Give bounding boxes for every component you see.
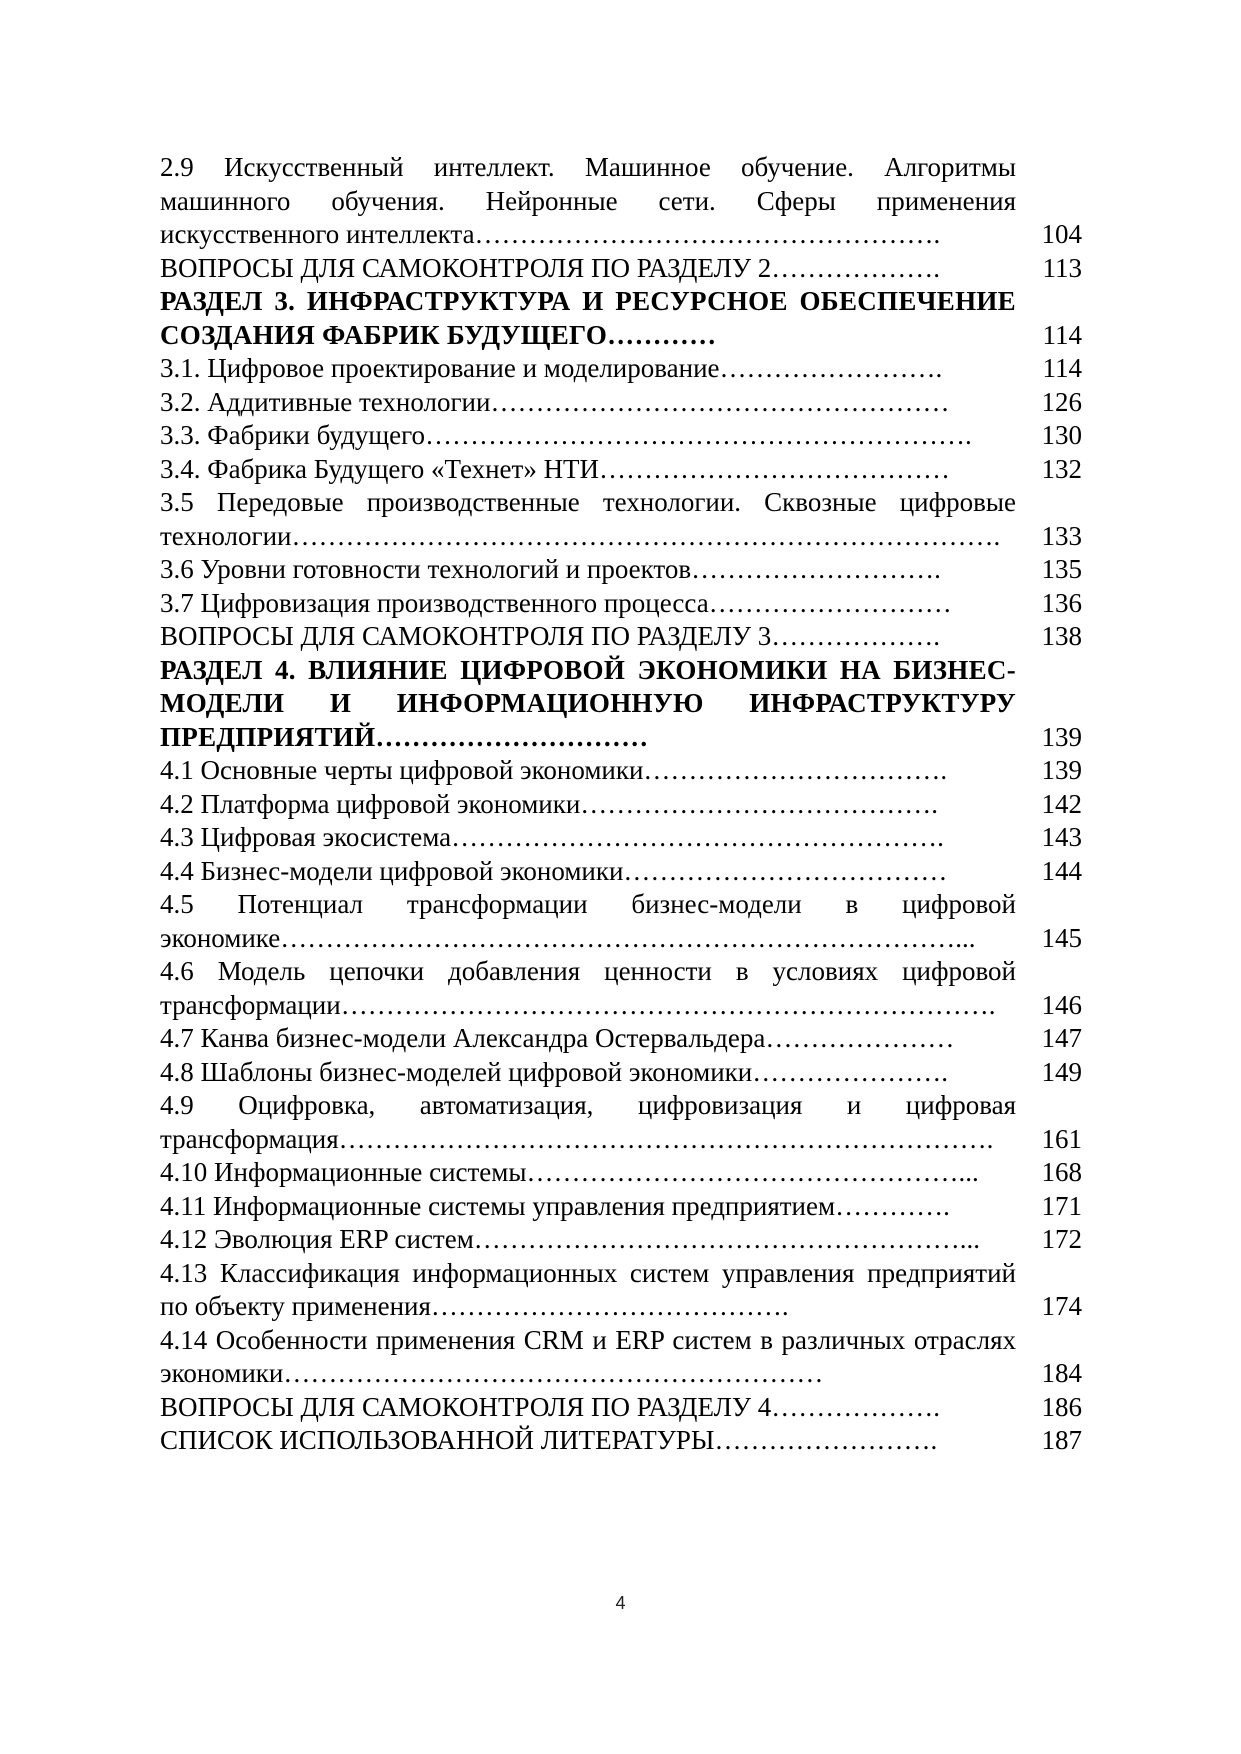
toc-entry-page: 161 <box>1041 1123 1082 1154</box>
toc-entry-title: 3.3. Фабрики будущего……………………………………………………. <box>160 420 972 450</box>
toc-entry-title: 4.9 Оцифровка, автоматизация, цифровизация и цифровая трансформация………………………………………………………………. <box>160 1090 1016 1154</box>
toc-entry-page: 146 <box>1041 989 1082 1020</box>
toc-entry-4-4 <box>160 855 1090 889</box>
toc-entry-page: 184 <box>1041 1358 1082 1388</box>
toc-entry-3-6 <box>160 553 1090 587</box>
toc-entry-title: 4.13 Классификация информационных систем управления предприятий по объекту применения…………………………………. <box>160 1257 1016 1321</box>
toc-entry-4-10 <box>160 1156 1090 1190</box>
toc-entry-4-12 <box>160 1223 1090 1257</box>
toc-entry-page: 132 <box>1041 453 1082 484</box>
toc-entry-page: 130 <box>1041 420 1082 450</box>
toc-entry-page: 168 <box>1041 1157 1082 1187</box>
toc-entry-title: 4.11 Информационные системы управления предприятием…………. <box>160 1190 950 1221</box>
toc-entry-title: 4.8 Шаблоны бизнес-моделей цифровой экономики…………………. <box>160 1056 948 1087</box>
table-of-contents <box>160 151 1090 1458</box>
toc-entry-page: 149 <box>1041 1056 1082 1087</box>
toc-entry-questions-2 <box>160 252 1090 286</box>
toc-entry-title: 4.12 Эволюция ERP систем………………………………………………... <box>160 1224 981 1254</box>
toc-entry-title: 3.6 Уровни готовности технологий и проектов………………………. <box>160 554 941 584</box>
toc-entry-4-5 <box>160 888 1090 955</box>
toc-entry-page: 145 <box>1041 922 1082 953</box>
toc-entry-title: 4.10 Информационные системы…………………………………………... <box>160 1157 979 1187</box>
toc-section-3-heading <box>160 285 1090 352</box>
toc-entry-3-4 <box>160 453 1090 487</box>
toc-entry-page: 147 <box>1041 1023 1082 1053</box>
toc-entry-4-11 <box>160 1190 1090 1224</box>
toc-entry-page: 113 <box>1042 252 1082 283</box>
toc-entry-4-7 <box>160 1022 1090 1056</box>
toc-entry-4-9 <box>160 1089 1090 1156</box>
toc-entry-page: 114 <box>1042 319 1082 350</box>
toc-entry-page: 139 <box>1041 755 1082 785</box>
toc-entry-title: 3.7 Цифровизация производственного процесса……………………… <box>160 587 952 618</box>
toc-entry-page: 174 <box>1041 1291 1082 1321</box>
toc-entry-title: РАЗДЕЛ 4. ВЛИЯНИЕ ЦИФРОВОЙ ЭКОНОМИКИ НА БИЗНЕС-МОДЕЛИ И ИНФОРМАЦИОННУЮ ИНФРАСТРУКТУРУ ПРЕДПРИЯТИЙ………………………… <box>160 654 1016 752</box>
toc-entry-title: 4.14 Особенности применения CRM и ERP систем в различных отраслях экономики…………………………………………………… <box>160 1324 1016 1388</box>
toc-entry-title: СПИСОК ИСПОЛЬЗОВАННОЙ ЛИТЕРАТУРЫ……………………. <box>160 1425 938 1455</box>
toc-entry-4-2 <box>160 788 1090 822</box>
toc-entry-page: 136 <box>1041 587 1082 618</box>
toc-entry-4-8 <box>160 1056 1090 1090</box>
toc-entry-4-14 <box>160 1324 1090 1391</box>
toc-entry-title: 4.4 Бизнес-модели цифровой экономики……………………………… <box>160 855 948 886</box>
toc-entry-3-2 <box>160 386 1090 420</box>
toc-entry-references <box>160 1424 1090 1458</box>
toc-entry-4-6 <box>160 955 1090 1022</box>
toc-entry-page: 186 <box>1041 1391 1082 1422</box>
toc-entry-title: 4.7 Канва бизнес-модели Александра Остервальдера………………… <box>160 1023 955 1053</box>
toc-entry-3-1 <box>160 352 1090 386</box>
toc-entry-title: 4.1 Основные черты цифровой экономики……………………………. <box>160 755 948 785</box>
toc-entry-page: 144 <box>1041 855 1082 886</box>
toc-entry-page: 138 <box>1041 621 1082 651</box>
toc-entry-page: 171 <box>1041 1190 1082 1221</box>
toc-entry-2-9 <box>160 151 1090 252</box>
toc-entry-page: 135 <box>1041 554 1082 584</box>
toc-entry-3-3 <box>160 419 1090 453</box>
toc-entry-title: 4.2 Платформа цифровой экономики…………………………………. <box>160 788 939 819</box>
toc-entry-title: ВОПРОСЫ ДЛЯ САМОКОНТРОЛЯ ПО РАЗДЕЛУ 4………………. <box>160 1391 941 1422</box>
toc-entry-4-13 <box>160 1257 1090 1324</box>
toc-entry-page: 114 <box>1042 353 1082 383</box>
toc-entry-title: РАЗДЕЛ 3. ИНФРАСТРУКТУРА И РЕСУРСНОЕ ОБЕСПЕЧЕНИЕ СОЗДАНИЯ ФАБРИК БУДУЩЕГО………… <box>160 286 1016 350</box>
toc-entry-title: 3.1. Цифровое проектирование и моделирование……………………. <box>160 353 943 383</box>
toc-section-4-heading <box>160 654 1090 755</box>
toc-entry-questions-4 <box>160 1391 1090 1425</box>
toc-entry-page: 139 <box>1041 721 1082 752</box>
toc-entry-title: ВОПРОСЫ ДЛЯ САМОКОНТРОЛЯ ПО РАЗДЕЛУ 2………………. <box>160 252 941 283</box>
toc-entry-3-7 <box>160 587 1090 621</box>
toc-entry-title: 2.9 Искусственный интеллект. Машинное обучение. Алгоритмы машинного обучения. Нейронные сети. Сферы применения искусственного интеллекта……………………………………………. <box>160 152 1016 249</box>
toc-entry-page: 142 <box>1041 788 1082 819</box>
toc-entry-page: 172 <box>1041 1224 1082 1254</box>
toc-entry-title: 3.2. Аддитивные технологии…………………………………………… <box>160 386 950 417</box>
toc-entry-page: 104 <box>1041 219 1082 249</box>
toc-entry-4-3 <box>160 821 1090 855</box>
toc-entry-page: 133 <box>1041 520 1082 551</box>
toc-entry-title: 3.5 Передовые производственные технологии. Сквозные цифровые технологии……………………………………………………………………. <box>160 487 1016 551</box>
toc-entry-page: 126 <box>1041 386 1082 417</box>
toc-entry-page: 143 <box>1041 822 1082 852</box>
toc-entry-page: 187 <box>1041 1425 1082 1455</box>
page-number: 4 <box>615 1593 626 1613</box>
toc-entry-title: 4.3 Цифровая экосистема………………………………………………. <box>160 822 944 852</box>
toc-entry-questions-3 <box>160 620 1090 654</box>
toc-entry-title: 4.6 Модель цепочки добавления ценности в условиях цифровой трансформации………………………………………………………………. <box>160 956 1016 1020</box>
toc-entry-3-5 <box>160 486 1090 553</box>
toc-entry-title: 3.4. Фабрика Будущего «Технет» НТИ………………………………… <box>160 453 951 484</box>
toc-entry-title: ВОПРОСЫ ДЛЯ САМОКОНТРОЛЯ ПО РАЗДЕЛУ 3………………. <box>160 621 941 651</box>
toc-entry-title: 4.5 Потенциал трансформации бизнес-модели в цифровой экономике…………………………………………………………………... <box>160 889 1016 953</box>
toc-entry-4-1 <box>160 754 1090 788</box>
